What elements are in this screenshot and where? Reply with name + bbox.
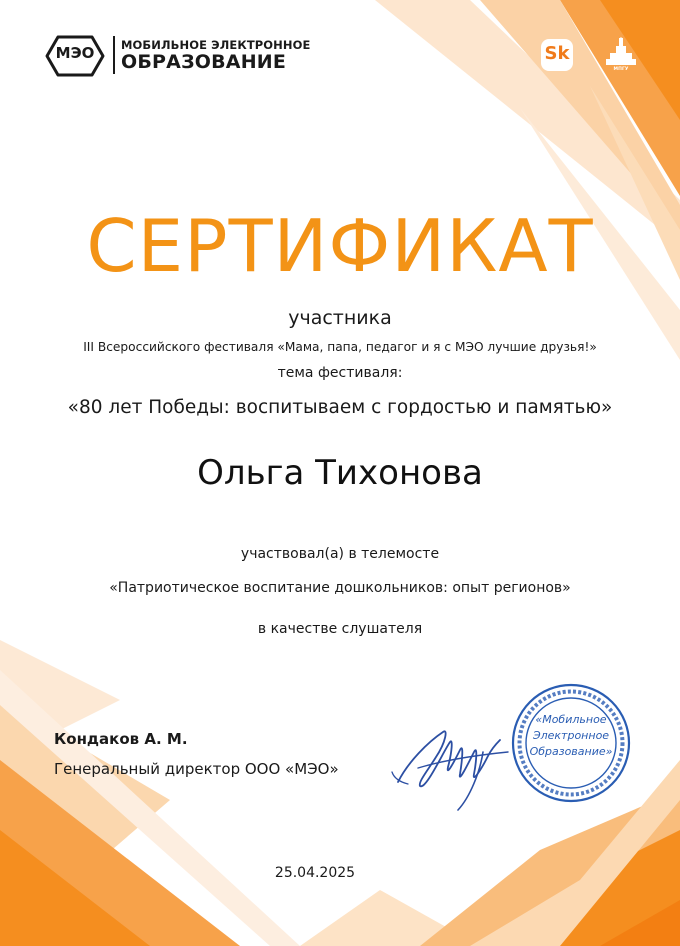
logo-divider	[113, 36, 115, 74]
brand-line2: ОБРАЗОВАНИЕ	[121, 51, 287, 73]
seal-line1: «Мобильное	[535, 713, 607, 726]
festival-topic: «80 лет Победы: воспитываем с гордостью и памятью»	[67, 397, 613, 418]
seal-text	[510, 712, 632, 760]
brand-line1: МОБИЛЬНОЕ ЭЛЕКТРОННОЕ	[121, 38, 311, 52]
meo-logo	[44, 34, 314, 82]
participation-role: в качестве слушателя	[257, 621, 423, 637]
participated-text: участвовал(а) в телемосте	[240, 546, 440, 562]
participant-label: участника	[288, 307, 392, 329]
meo-mark: МЭО	[55, 44, 95, 62]
recipient-name: Ольга Тихонова	[197, 453, 483, 493]
festival-name: III Всероссийского фестиваля «Мама, папа, педагог и я с МЭО лучшие друзья!»	[83, 340, 597, 354]
signer-position: Генеральный директор ООО «МЭО»	[54, 760, 339, 778]
university-label: МПГУ	[613, 67, 629, 72]
signature-image	[388, 712, 518, 816]
university-logo	[604, 37, 638, 81]
certificate-title: СЕРТИФИКАТ	[86, 204, 594, 288]
skolkovo-mark: Sk	[544, 43, 570, 64]
topic-label: тема фестиваля:	[277, 365, 403, 381]
seal-line3: Образование»	[529, 745, 613, 758]
skolkovo-logo	[541, 39, 573, 71]
event-name: «Патриотическое воспитание дошкольников: опыт регионов»	[109, 580, 571, 596]
company-seal	[510, 682, 632, 804]
signer-name: Кондаков А. М.	[54, 730, 188, 748]
seal-line2: Электронное	[532, 729, 610, 742]
university-building-icon	[604, 37, 638, 67]
issue-date: 25.04.2025	[274, 865, 356, 881]
